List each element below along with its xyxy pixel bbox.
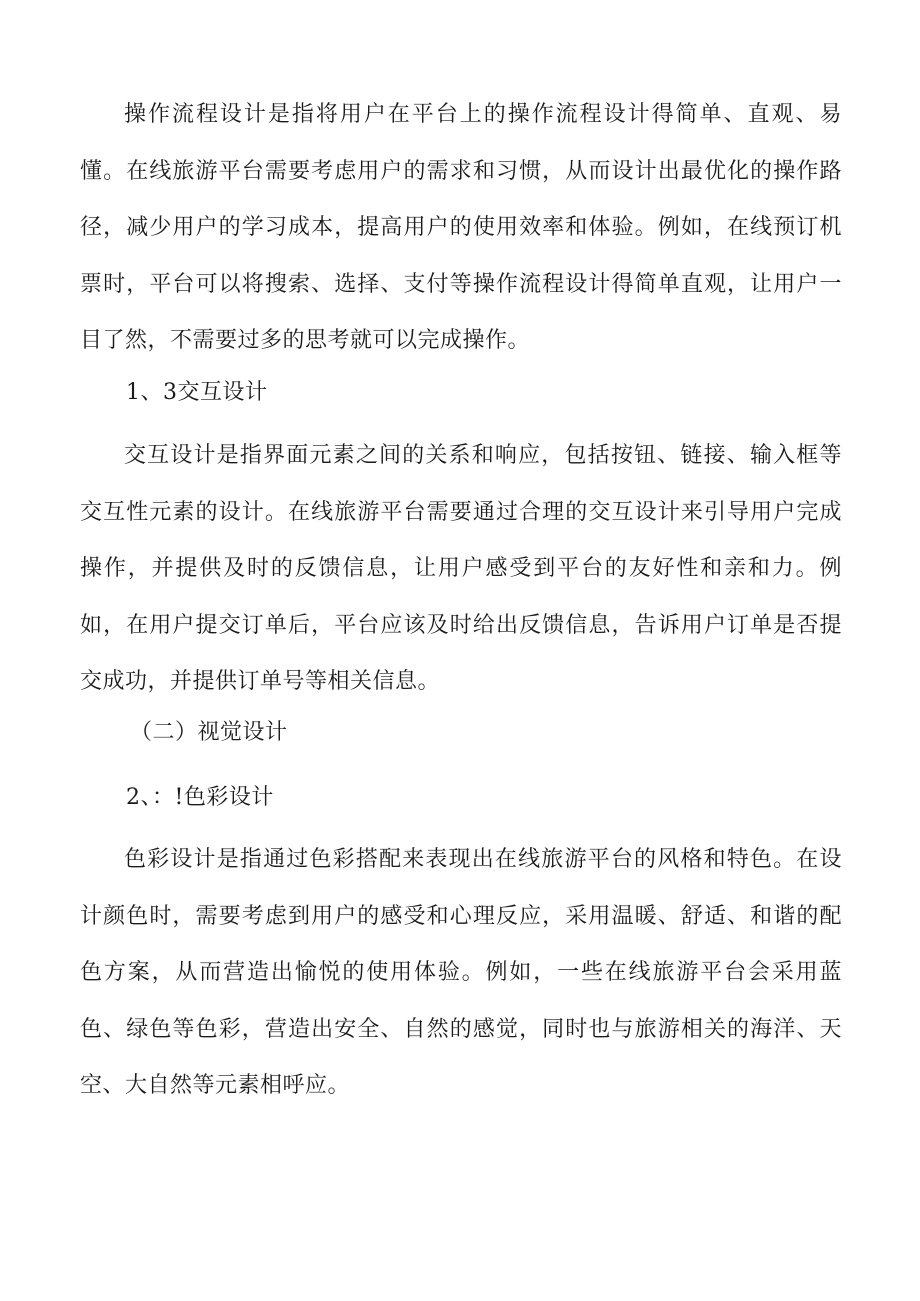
section-heading-visual-design: （二）视觉设计 [130,720,288,745]
paragraph-color-design: 色彩设计是指通过色彩搭配来表现出在线旅游平台的风格和特色。在设计颜色时，需要考虑到用户的感受和心理反应，采用温暖、舒适、和谐的配色方案，从而营造出愉悦的使用体验。例如，一些在线旅游平台会采用蓝色、绿色等色彩，营造出安全、自然的感觉，同时也与旅游相关的海洋、天空、大自然等元素相呼应。 [80,847,842,1098]
section-heading-interaction-design: 1、3交互设计 [126,380,268,405]
paragraph-interaction-design: 交互设计是指界面元素之间的关系和响应，包括按钮、链接、输入框等交互性元素的设计。在线旅游平台需要通过合理的交互设计来引导用户完成操作，并提供及时的反馈信息，让用户感受到平台的友好性和亲和力。例如，在用户提交订单后，平台应该及时给出反馈信息，告诉用户订单是否提交成功，并提供订单号等相关信息。 [80,443,842,694]
paragraph-operation-flow: 操作流程设计是指将用户在平台上的操作流程设计得简单、直观、易懂。在线旅游平台需要考虑用户的需求和习惯，从而设计出最优化的操作路径，减少用户的学习成本，提高用户的使用效率和体验。例如，在线预订机票时，平台可以将搜索、选择、支付等操作流程设计得简单直观，让用户一目了然，不需要过多的思考就可以完成操作。 [80,102,842,353]
section-heading-color-design: 2、：!色彩设计 [126,785,274,810]
